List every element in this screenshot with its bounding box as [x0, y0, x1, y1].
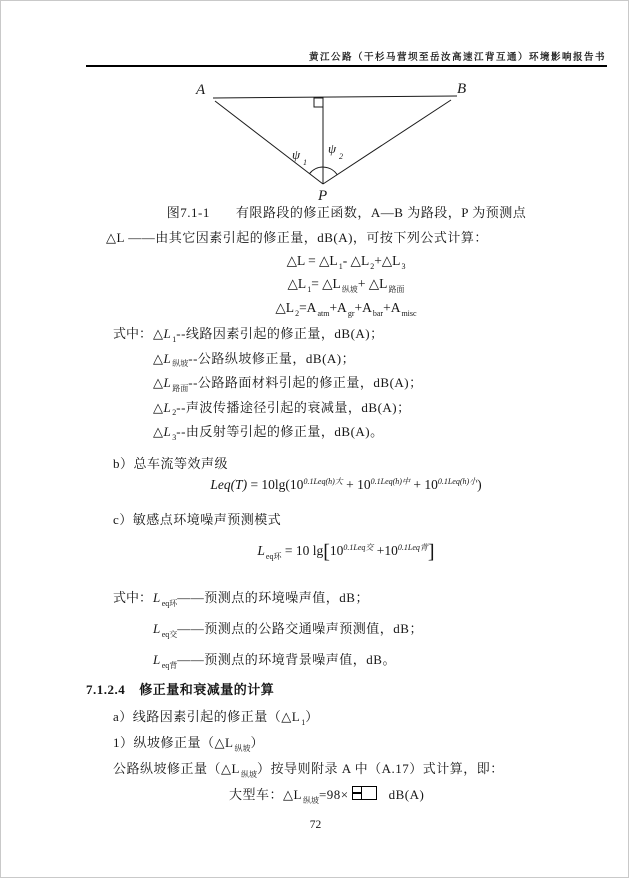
term-subscript: eq背 — [161, 660, 178, 670]
figure-caption-number: 图7.1-1 — [166, 205, 210, 220]
term-item — [113, 397, 423, 422]
section-number: 7.1.2.4 — [86, 682, 126, 697]
formula-part: ) — [477, 477, 482, 492]
term-description: --公路路面材料引起的修正量，dB(A)； — [188, 375, 423, 391]
terms-label: 式中： — [113, 590, 153, 605]
equation-placeholder-icon — [352, 786, 361, 800]
term-item — [113, 587, 423, 618]
formula-part: △L = △L — [286, 253, 338, 268]
formula-unit: dB(A) — [388, 787, 425, 802]
term-subscript: 路面 — [172, 383, 189, 393]
delta-l-symbol: △L — [106, 230, 125, 245]
paragraph-text: ）按导则附录 A 中（A.17）式计算，即： — [256, 761, 504, 776]
list-item-a — [113, 706, 319, 725]
formula-part: +△L — [374, 253, 401, 268]
term-description: --公路纵坡修正量，dB(A)； — [188, 350, 356, 366]
formula-large-vehicle — [229, 784, 424, 803]
item-subscript: 1 — [301, 717, 306, 727]
item-text: ） — [305, 709, 319, 724]
term-symbol: △L — [153, 326, 172, 341]
term-symbol: △L — [153, 424, 172, 440]
formula-part: = △L — [311, 276, 341, 291]
line-a-to-p — [215, 101, 323, 184]
formula-subscript: bar — [372, 308, 384, 318]
vertex-a-label: A — [196, 82, 206, 98]
equation-placeholder-box-icon — [361, 786, 377, 800]
formula-subscript: 纵坡 — [302, 795, 319, 805]
formula-subscript: 1 — [307, 284, 312, 294]
right-angle-marker — [314, 98, 323, 107]
terms-list-1 — [113, 323, 423, 446]
term-subscript: 纵坡 — [172, 359, 189, 369]
formula-subscript: atm — [317, 308, 330, 318]
item-text: ） — [250, 735, 264, 750]
formula-part: △L — [287, 276, 307, 291]
item-text: 1）纵坡修正量（△L — [113, 735, 234, 750]
term-subscript: eq环 — [161, 598, 178, 608]
psi1-subscript: 1 — [303, 158, 307, 167]
formula-subscript: 3 — [401, 261, 406, 271]
psi2-subscript: 2 — [339, 152, 343, 161]
term-subscript: eq交 — [161, 629, 178, 639]
formula-part: = 10lg(10 — [247, 477, 304, 492]
formula-lead: Leq(T) — [210, 477, 248, 492]
formula-subscript: eq环 — [265, 551, 282, 561]
term-item — [113, 348, 423, 373]
formula-subscript: 路面 — [388, 284, 405, 294]
header-rule — [86, 65, 607, 67]
formula-leq-env — [86, 541, 606, 564]
formula-exponent: 0.1Leq交 — [343, 543, 374, 552]
term-description: --线路因素引起的修正量，dB(A)； — [176, 326, 384, 341]
item-text: a）线路因素引起的修正量（△L — [113, 709, 301, 724]
list-item-1 — [113, 732, 264, 751]
term-symbol: L — [153, 590, 161, 605]
psi2-label: ψ — [328, 141, 337, 156]
formula-exponent: 0.1Leq(h)大 — [303, 477, 343, 486]
segment-ab-line — [213, 96, 457, 98]
term-symbol: △L — [153, 350, 172, 366]
delta-l-description: ——由其它因素引起的修正量，dB(A)，可按下列公式计算： — [124, 230, 488, 245]
heading-c: c）敏感点环境噪声预测模式 — [113, 512, 282, 527]
term-item — [113, 618, 423, 649]
formula-subscript: misc — [401, 308, 417, 318]
formula-delta-l2 — [86, 300, 606, 316]
formula-part: - △L — [342, 253, 370, 268]
term-item — [113, 649, 423, 680]
formula-part: +10 — [373, 543, 398, 558]
term-description: --声波传播途径引起的衰减量，dB(A)； — [176, 399, 411, 415]
heading-b: b）总车流等效声级 — [113, 456, 229, 471]
line-b-to-p — [323, 100, 451, 184]
formula-leq-t — [86, 477, 606, 493]
formula-subscript: 2 — [370, 261, 375, 271]
formula-part: = 10 lg — [281, 543, 324, 558]
term-description: ——预测点的环境噪声值，dB； — [177, 590, 369, 605]
left-bracket: [ — [323, 541, 330, 563]
term-symbol: △L — [153, 375, 172, 391]
figure-caption — [86, 202, 607, 221]
page-header-title: 黄江公路（干杉马营坝至岳汝高速江背互通）环境影响报告书 — [308, 53, 606, 63]
formula-part: 10 — [329, 543, 344, 558]
psi1-label: ψ — [292, 147, 301, 162]
formula-subscript: gr — [347, 308, 355, 318]
right-bracket: ] — [427, 541, 435, 563]
formula-part: 大型车：△L — [229, 787, 302, 802]
terms-label: 式中： — [113, 326, 153, 341]
figure-caption-text: 有限路段的修正函数，A—B 为路段，P 为预测点 — [235, 205, 527, 220]
terms-list-2 — [113, 587, 423, 680]
term-subscript: 3 — [172, 432, 177, 442]
formula-part: + 10 — [342, 477, 371, 492]
formula-part: + 10 — [409, 477, 438, 492]
formula-subscript: 纵坡 — [341, 284, 358, 294]
term-item — [113, 421, 423, 446]
figure-diagram — [186, 77, 476, 203]
term-symbol: L — [153, 621, 161, 636]
formula-part: +A — [329, 300, 347, 315]
term-item — [113, 372, 423, 397]
term-symbol: L — [153, 652, 161, 667]
vertex-b-label: B — [457, 81, 467, 97]
formula-delta-l-total — [86, 253, 606, 269]
formula-part: =A — [299, 300, 317, 315]
formula-lead: L — [257, 543, 265, 558]
formula-delta-l1 — [86, 276, 606, 292]
page-number: 72 — [309, 819, 322, 831]
term-description: ——预测点的公路交通噪声预测值，dB； — [177, 621, 423, 636]
vertex-p-label: P — [318, 188, 328, 203]
term-description: ——预测点的环境背景噪声值，dB。 — [177, 652, 396, 667]
formula-exponent: 0.1Leq(h)中 — [370, 477, 410, 486]
paragraph-subscript: 纵坡 — [240, 769, 257, 779]
term-item — [113, 323, 423, 348]
delta-l-definition-line — [106, 227, 488, 246]
formula-part: △L — [275, 300, 295, 315]
item-subscript: 纵坡 — [234, 743, 251, 753]
formula-subscript: 1 — [338, 261, 343, 271]
formula-part: +A — [383, 300, 401, 315]
formula-exponent: 0.1Leq(h)小 — [437, 477, 478, 486]
formula-exponent: 0.1Leq背 — [397, 543, 428, 552]
term-symbol: △L — [153, 399, 172, 415]
term-description: --由反射等引起的修正量，dB(A)。 — [176, 424, 384, 440]
term-subscript: 2 — [172, 408, 177, 418]
formula-part: +A — [354, 300, 372, 315]
term-subscript: 1 — [172, 334, 177, 344]
formula-part: =98× — [318, 787, 349, 802]
section-heading-7124 — [86, 679, 274, 698]
formula-part: + △L — [357, 276, 388, 291]
paragraph-text: 公路纵坡修正量（△L — [113, 761, 240, 776]
paragraph-slope-correction — [113, 758, 504, 777]
section-title: 修正量和衰减量的计算 — [139, 682, 275, 697]
formula-subscript: 2 — [295, 308, 300, 318]
